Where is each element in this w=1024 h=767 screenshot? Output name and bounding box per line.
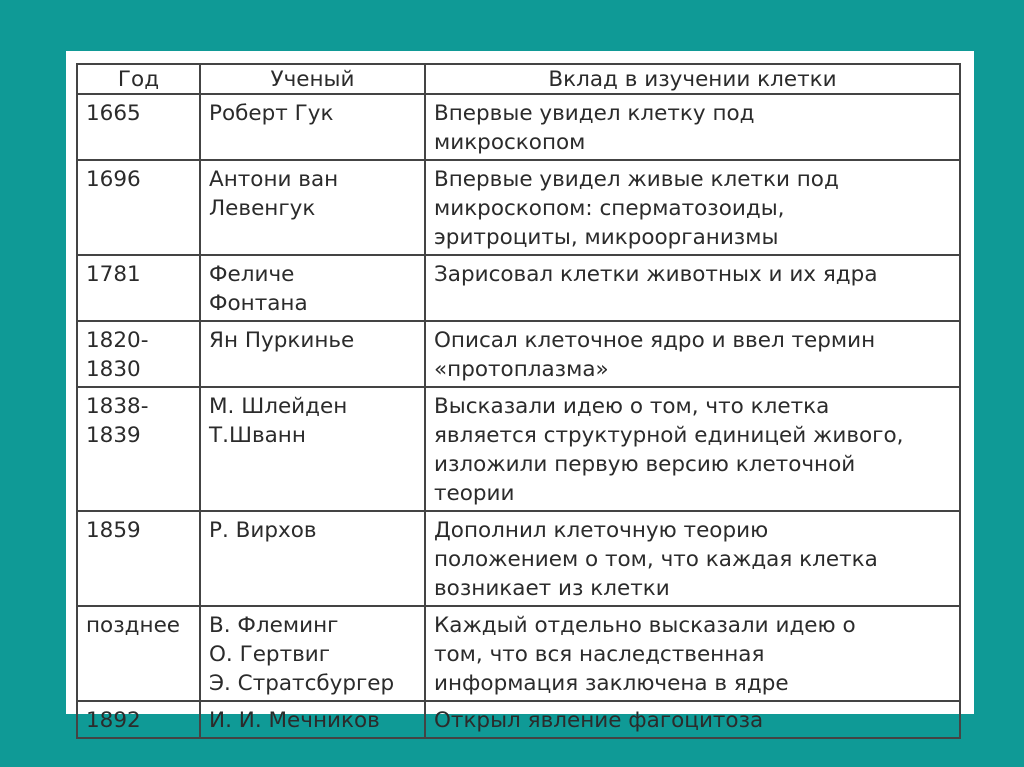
cell-contribution-line: Каждый отдельно высказали идею о: [434, 613, 856, 638]
cell-contribution: [425, 321, 960, 387]
header-scientist: Ученый: [200, 64, 425, 94]
cell-year-line: 1839: [86, 423, 141, 448]
cell-contribution-line: является структурной единицей живого,: [434, 423, 904, 448]
cell-scientist-line: Ян Пуркинье: [209, 328, 355, 353]
header-year: Год: [77, 64, 200, 94]
table-body: [77, 94, 960, 738]
cell-scientist-line: Левенгук: [209, 196, 316, 221]
cell-contribution-line: «протоплазма»: [434, 357, 609, 382]
cell-scientist-line: Фонтана: [209, 291, 308, 316]
header-contribution: Вклад в изучении клетки: [425, 64, 960, 94]
cell-contribution-line: том, что вся наследственная: [434, 642, 765, 667]
cell-contribution: [425, 511, 960, 606]
cell-scientist: [200, 94, 425, 160]
table-header-row: [77, 64, 960, 94]
cell-year: [77, 321, 200, 387]
cell-contribution-line: изложили первую версию клеточной: [434, 452, 856, 477]
cell-scientist-line: О. Гертвиг: [209, 642, 331, 667]
cell-contribution: [425, 94, 960, 160]
cell-contribution-line: положением о том, что каждая клетка: [434, 547, 878, 572]
cell-contribution-line: Впервые увидел клетку под: [434, 101, 755, 126]
cell-contribution: [425, 160, 960, 255]
cell-scientist: [200, 160, 425, 255]
cell-scientist: [200, 606, 425, 701]
cell-year-line: 1820-: [86, 328, 149, 353]
cell-scientist: [200, 511, 425, 606]
cell-year-line: 1696: [86, 167, 141, 192]
cell-year-line: 1830: [86, 357, 141, 382]
cell-year-line: 1665: [86, 101, 141, 126]
table-row: [77, 511, 960, 606]
slide-panel: [66, 51, 974, 733]
cell-scientist-line: И. И. Мечников: [209, 708, 380, 733]
cell-contribution-line: Впервые увидел живые клетки под: [434, 167, 839, 192]
cell-year-line: позднее: [86, 613, 181, 638]
cell-year: [77, 606, 200, 701]
table-row: [77, 321, 960, 387]
cell-scientist-line: Р. Вирхов: [209, 518, 317, 543]
cell-contribution-line: информация заключена в ядре: [434, 671, 789, 696]
cell-year: [77, 387, 200, 511]
cell-scientist-line: М. Шлейден: [209, 394, 348, 419]
table-row: [77, 94, 960, 160]
cell-contribution: [425, 387, 960, 511]
cell-scientist-line: Феличе: [209, 262, 295, 287]
cell-year: [77, 701, 200, 738]
cell-contribution-line: Высказали идею о том, что клетка: [434, 394, 830, 419]
cell-year: [77, 511, 200, 606]
cell-year-line: 1781: [86, 262, 141, 287]
cell-contribution: [425, 255, 960, 321]
cell-contribution-line: микроскопом: [434, 130, 586, 155]
cell-year-line: 1892: [86, 708, 141, 733]
cell-year-line: 1859: [86, 518, 141, 543]
cell-contribution-line: теории: [434, 481, 515, 506]
cell-year: [77, 255, 200, 321]
cell-year-line: 1838-: [86, 394, 149, 419]
cell-scientist: [200, 321, 425, 387]
cell-contribution-line: эритроциты, микроорганизмы: [434, 225, 779, 250]
table-row: [77, 255, 960, 321]
cell-scientist-line: Т.Шванн: [209, 423, 306, 448]
cell-contribution-line: Зарисовал клетки животных и их ядра: [434, 262, 878, 287]
cell-scientist-line: Э. Стратсбургер: [209, 671, 395, 696]
cell-contribution-line: Дополнил клеточную теорию: [434, 518, 769, 543]
cell-contribution-line: микроскопом: сперматозоиды,: [434, 196, 785, 221]
cell-contribution-line: возникает из клетки: [434, 576, 670, 601]
cell-contribution-line: Открыл явление фагоцитоза: [434, 708, 764, 733]
table-row: [77, 387, 960, 511]
cell-scientist-line: Антони ван: [209, 167, 339, 192]
cell-scientist: [200, 255, 425, 321]
cell-scientist: [200, 387, 425, 511]
cell-year: [77, 160, 200, 255]
cell-scientist-line: Роберт Гук: [209, 101, 334, 126]
cell-year: [77, 94, 200, 160]
cell-contribution-line: Описал клеточное ядро и ввел термин: [434, 328, 876, 353]
table-row: [77, 606, 960, 701]
cell-contribution: [425, 701, 960, 738]
cell-contribution: [425, 606, 960, 701]
cell-scientist: [200, 701, 425, 738]
table-row: [77, 160, 960, 255]
cell-scientist-line: В. Флеминг: [209, 613, 339, 638]
table-row: [77, 701, 960, 738]
history-table: [76, 63, 961, 739]
